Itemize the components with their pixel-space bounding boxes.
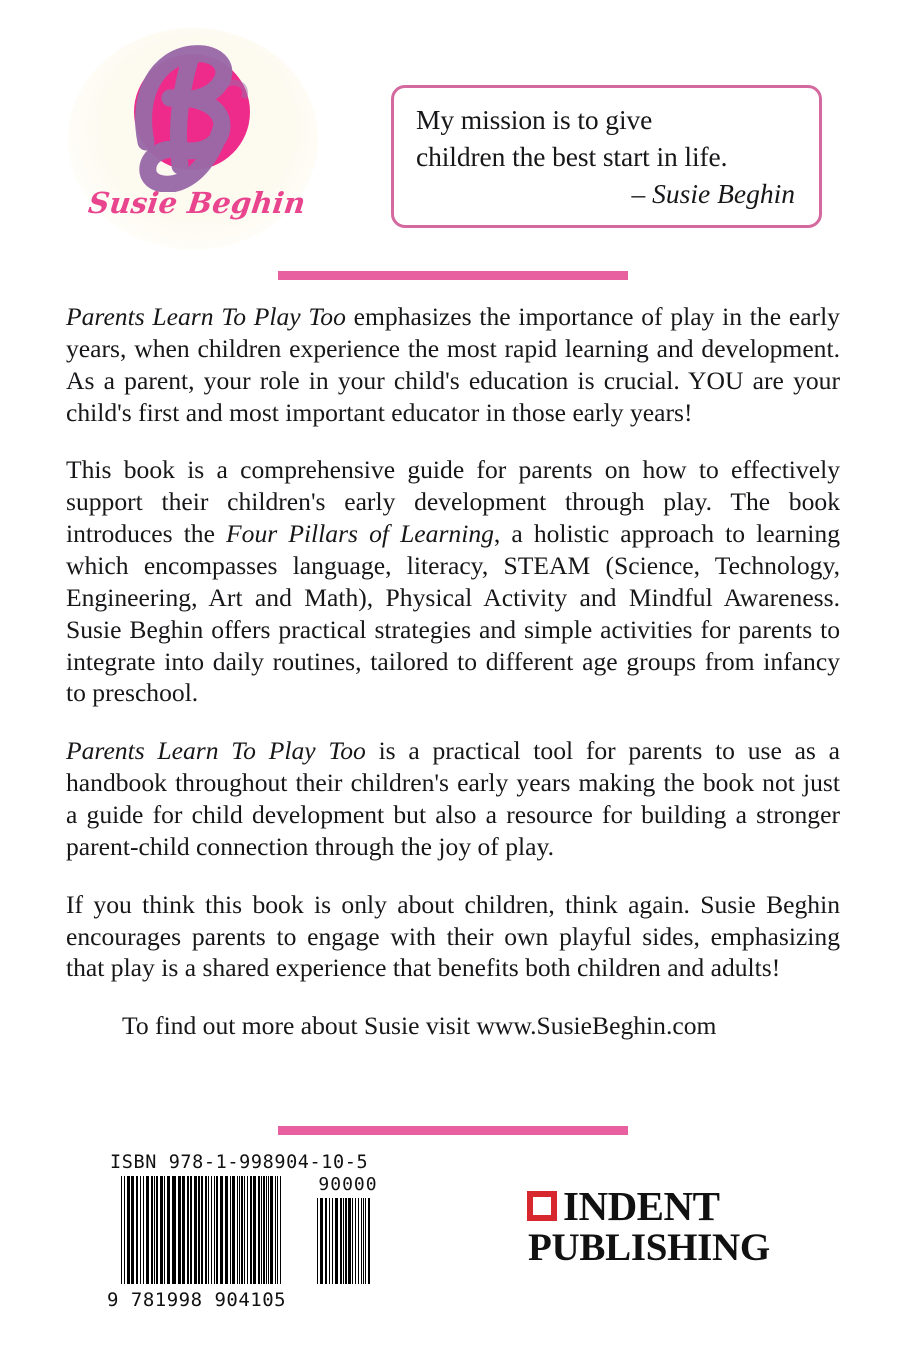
- publisher-word-publishing: PUBLISHING: [528, 1226, 770, 1269]
- paragraph-4: If you think this book is only about children, think again. Susie Beghin encourages parents to engage with their own playful sides, emphasizing that play is a shared experience that benefits both children and adults!: [66, 889, 840, 983]
- barcode-bars-row: [105, 1176, 380, 1288]
- mission-quote-box: [391, 85, 822, 228]
- quote-line-1: My mission is to give: [416, 104, 653, 135]
- barcode-addon-digits: 90000: [318, 1174, 378, 1195]
- quote-attribution: – Susie Beghin: [631, 178, 795, 210]
- b-monogram-icon: [96, 32, 276, 192]
- paragraph-2-before: This book is a comprehensive guide for parents on how to effectively support their children's early development through play. The book introduces the: [66, 455, 840, 549]
- paragraph-1: [66, 301, 840, 428]
- divider-bottom: [278, 1126, 628, 1135]
- back-cover-description: [66, 301, 840, 1042]
- website-line: To find out more about Susie visit www.SusieBeghin.com: [122, 1011, 717, 1041]
- isbn-label: ISBN 978-1-998904-10-5: [110, 1152, 369, 1173]
- barcode-ean-digits: 9 781998 904105: [107, 1289, 287, 1311]
- paragraph-2: [66, 454, 840, 709]
- isbn-barcode-block: [105, 1152, 380, 1312]
- four-pillars-italic: Four Pillars of Learning: [226, 519, 494, 549]
- ean13-bars: [121, 1176, 297, 1284]
- header-row: [0, 0, 907, 250]
- paragraph-3-text: is a practical tool for parents to use as a handbook throughout their children's early years making the book not just a guide for child development but also a resource for building a stronger parent-child connection through the joy of play.: [66, 736, 840, 861]
- author-signature-text: Susie Beghin: [86, 186, 308, 220]
- paragraph-1-text: emphasizes the importance of play in the early years, when children experience the most rapid learning and development. As a parent, your role in your child's education is crucial. YOU are your child's first and most important educator in those early years!: [66, 302, 840, 427]
- book-title-italic-2: Parents Learn To Play Too: [66, 736, 366, 766]
- ean5-addon-bars: [317, 1198, 379, 1284]
- publisher-word-indent: INDENT: [563, 1182, 720, 1229]
- red-square-icon: [527, 1191, 557, 1221]
- publisher-logo: [527, 1182, 817, 1269]
- author-logo-block: [68, 28, 318, 250]
- publisher-line-1: [527, 1182, 817, 1229]
- quote-line-2: children the best start in life.: [416, 140, 728, 172]
- paragraph-3: [66, 735, 840, 862]
- divider-top: [278, 271, 628, 280]
- book-title-italic-1: Parents Learn To Play Too: [66, 302, 346, 331]
- paragraph-2-after: , a holistic approach to learning which encompasses language, literacy, STEAM (Science, Technology, Engineering, Art and Math), Physical Activity and Mindful Awareness. Susie Beghin offers practical strategies and simple activities for parents to integrate into daily routines, tailored to different age groups from infancy to preschool.: [66, 519, 840, 708]
